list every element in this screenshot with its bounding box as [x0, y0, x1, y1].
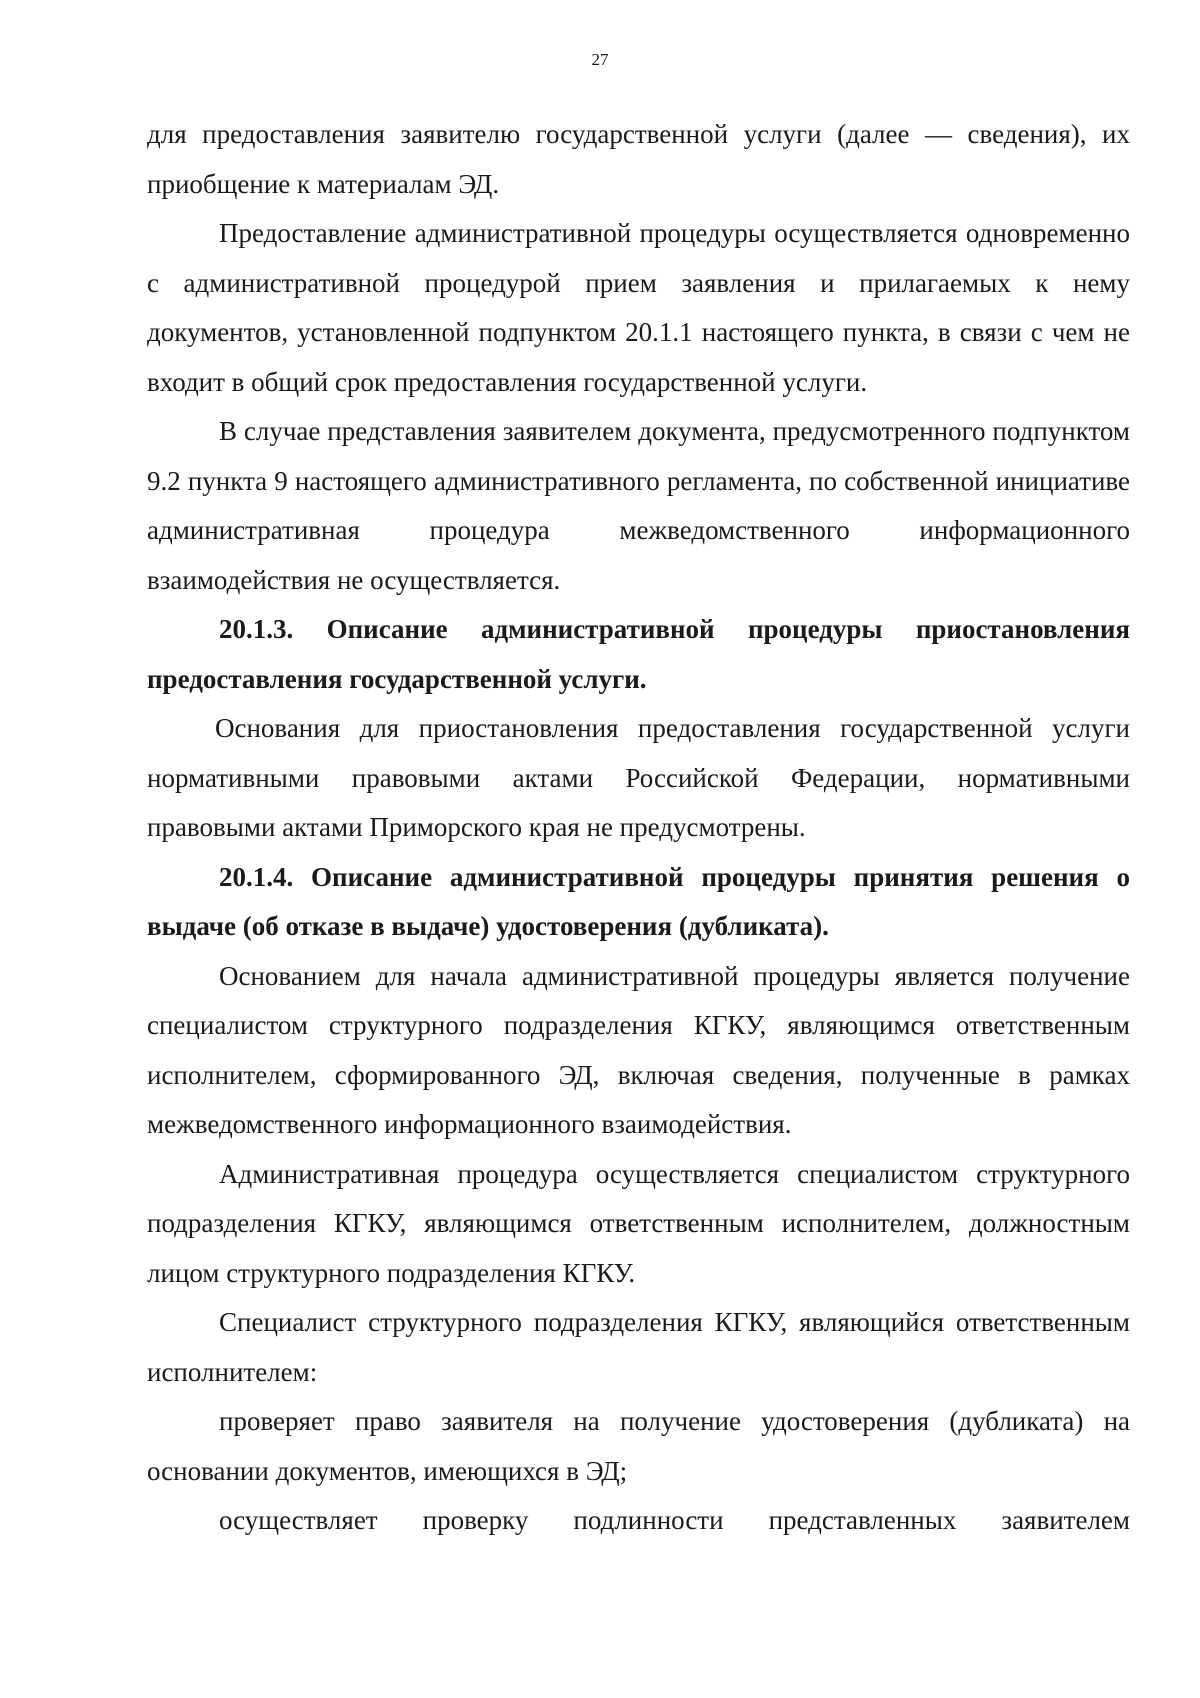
document-body: [147, 110, 1130, 1546]
paragraph-own-initiative: В случае представления заявителем документа, предусмотренного подпунктом 9.2 пункта 9 настоящего административного регламента, по собственной инициативе административная процедура межведомственного информационного взаимодействия не осуществляется.: [147, 416, 1130, 595]
paragraph-basis: Основанием для начала административной процедуры является получение специалистом структурного подразделения КГКУ, являющимся ответственным исполнителем, сформированного ЭД, включая сведения, полученные в рамках межведомственного информационного взаимодействия.: [147, 960, 1130, 1139]
paragraph-checks-authenticity: осуществляет проверку подлинности представленных заявителем: [219, 1505, 1130, 1535]
paragraph-continuation: для предоставления заявителю государственной услуги (далее — сведения), их приобщение к материалам ЭД.: [147, 119, 1130, 199]
section-heading-20-1-4: 20.1.4. Описание административной процедуры принятия решения о выдаче (об отказе в выдаче) удостоверения (дубликата).: [147, 861, 1130, 941]
paragraph-performer: Административная процедура осуществляется специалистом структурного подразделения КГКУ, являющимся ответственным исполнителем, должностным лицом структурного подразделения КГКУ.: [147, 1158, 1130, 1288]
paragraph-suspension-grounds: Основания для приостановления предоставления государственной услуги нормативными правовыми актами Российской Федерации, нормативными правовыми актами Приморского края не предусмотрены.: [147, 713, 1130, 842]
paragraph-specialist: Специалист структурного подразделения КГКУ, являющийся ответственным исполнителем:: [147, 1307, 1130, 1387]
paragraph-procedure-timing: Предоставление административной процедуры осуществляется одновременно с административной процедурой прием заявления и прилагаемых к нему документов, установленной подпунктом 20.1.1 настоящего пункта, в связи с чем не входит в общий срок предоставления государственной услуги.: [147, 218, 1130, 397]
paragraph-checks-right: проверяет право заявителя на получение удостоверения (дубликата) на основании документов, имеющихся в ЭД;: [147, 1406, 1130, 1486]
section-heading-20-1-3: 20.1.3. Описание административной процедуры приостановления предоставления государственной услуги.: [147, 614, 1130, 694]
page-number: 27: [591, 50, 609, 69]
